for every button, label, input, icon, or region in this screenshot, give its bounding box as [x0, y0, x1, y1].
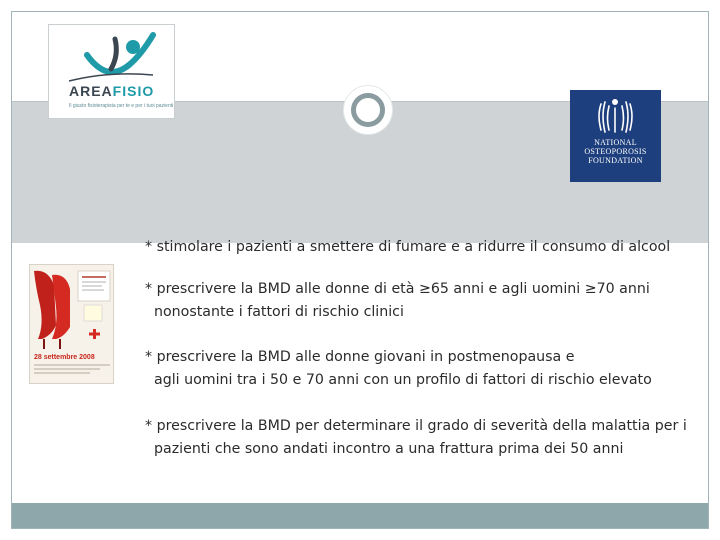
poster-date: 28 settembre 2008 — [34, 354, 95, 361]
bullet-continuation: nonostante i fattori di rischio clinici — [154, 304, 404, 320]
bullet-item — [145, 278, 650, 324]
bullet-item — [145, 236, 670, 259]
wordmark-part1: AREA — [69, 83, 113, 99]
nof-wordmark — [570, 138, 661, 165]
bullet-item — [145, 346, 652, 392]
ring-icon — [351, 93, 385, 127]
nof-line-2: OSTEOPOROSIS — [584, 147, 647, 156]
nof-line-1: NATIONAL — [594, 138, 637, 147]
areafisio-tagline: Il giusto fisioterapista per te e per i tuoi pazienti — [69, 103, 174, 109]
bullet-text: * prescrivere la BMD alle donne giovani in postmenopausa e — [145, 349, 575, 365]
areafisio-wordmark — [69, 83, 154, 99]
wordmark-part2: FISIO — [112, 83, 155, 99]
campaign-poster — [29, 264, 114, 384]
footer-bar — [12, 503, 708, 528]
areafisio-logo — [48, 24, 175, 119]
ring-ornament — [343, 85, 393, 135]
bullet-item — [145, 415, 687, 461]
nof-figure-icon — [570, 90, 661, 182]
nof-logo — [570, 90, 661, 182]
bullet-continuation: pazienti che sono andati incontro a una frattura prima dei 50 anni — [154, 441, 624, 457]
bullet-text: * stimolare i pazienti a smettere di fumare e a ridurre il consumo di alcool — [145, 239, 671, 255]
bullet-text: * prescrivere la BMD alle donne di età ≥65 anni e agli uomini ≥70 anni — [145, 281, 650, 297]
nof-line-3: FOUNDATION — [588, 156, 643, 165]
bullet-text: * prescrivere la BMD per determinare il grado di severità della malattia per i — [145, 418, 687, 434]
red-shoes-icon — [30, 265, 114, 384]
bullet-continuation: agli uomini tra i 50 e 70 anni con un profilo di fattori di rischio elevato — [154, 372, 652, 388]
